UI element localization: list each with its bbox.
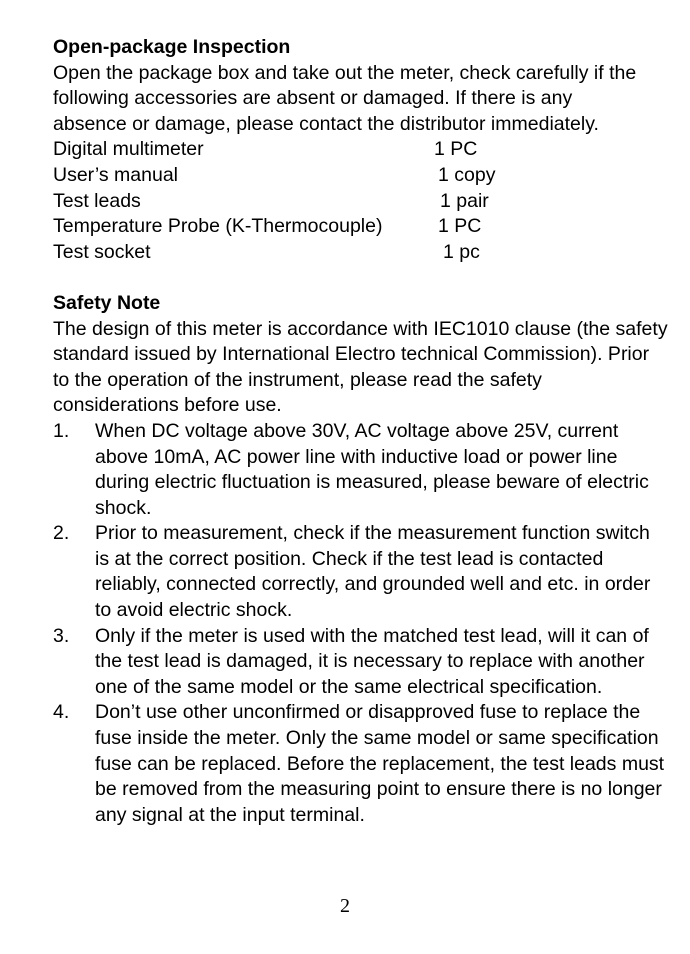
accessory-item (53, 137, 668, 163)
accessory-item (53, 189, 668, 215)
accessory-qty: 1 PC (434, 138, 478, 161)
accessory-name: Test socket (53, 240, 151, 263)
note-text: Only if the meter is used with the matched test lead, will it can of the test lead is damaged, it is necessary to replace with another one of the same model or the same electrical specification. (95, 624, 649, 698)
note-text: When DC voltage above 30V, AC voltage above 25V, current above 10mA, AC power line with inductive load or power line during electric fluctuation is measured, please beware of electric shock. (95, 419, 649, 519)
manual-page (53, 35, 668, 828)
accessory-name: Digital multimeter (53, 138, 204, 161)
accessory-name: Temperature Probe (K-Thermocouple) (53, 215, 383, 238)
section-spacer (53, 265, 668, 291)
note-number: 3. (53, 624, 70, 647)
accessory-name: User’s manual (53, 163, 178, 186)
safety-note (53, 521, 668, 623)
note-text: Don’t use other unconfirmed or disapproved fuse to replace the fuse inside the meter. Only the same model or same specification fuse can be replaced. Before the replacement, the test leads must be removed from the measuring point to ensure there is no longer any signal at the input terminal. (95, 701, 665, 826)
accessory-qty: 1 pair (440, 189, 489, 212)
note-number: 1. (53, 419, 70, 442)
safety-note (53, 700, 668, 828)
accessory-item (53, 214, 668, 240)
accessory-qty: 1 pc (443, 240, 480, 263)
page-number: 2 (340, 895, 350, 917)
accessory-list (53, 137, 668, 265)
accessory-qty: 1 copy (438, 163, 496, 186)
inspection-heading: Open-package Inspection (53, 36, 291, 58)
safety-intro: The design of this meter is accordance with IEC1010 clause (the safety standard issued by International Electro technical Commission). Prior to the operation of the instrument, please read the safety considerations before use. (53, 317, 668, 417)
accessory-qty: 1 PC (438, 215, 482, 238)
inspection-intro: Open the package box and take out the meter, check carefully if the following accessories are absent or damaged. If there is any absence or damage, please contact the distributor immediately. (53, 61, 637, 135)
accessory-item (53, 240, 668, 266)
note-number: 4. (53, 701, 70, 724)
inspection-section (53, 35, 668, 265)
note-text: Prior to measurement, check if the measurement function switch is at the correct position. Check if the test lead is contacted reliably, connected correctly, and grounded well and etc. in order to avoid electric shock. (95, 522, 651, 622)
safety-note-list (53, 419, 668, 829)
safety-note (53, 419, 668, 521)
note-number: 2. (53, 522, 70, 545)
safety-section (53, 291, 668, 828)
safety-note (53, 624, 668, 701)
accessory-name: Test leads (53, 189, 141, 212)
safety-heading: Safety Note (53, 291, 161, 314)
accessory-item (53, 163, 668, 189)
